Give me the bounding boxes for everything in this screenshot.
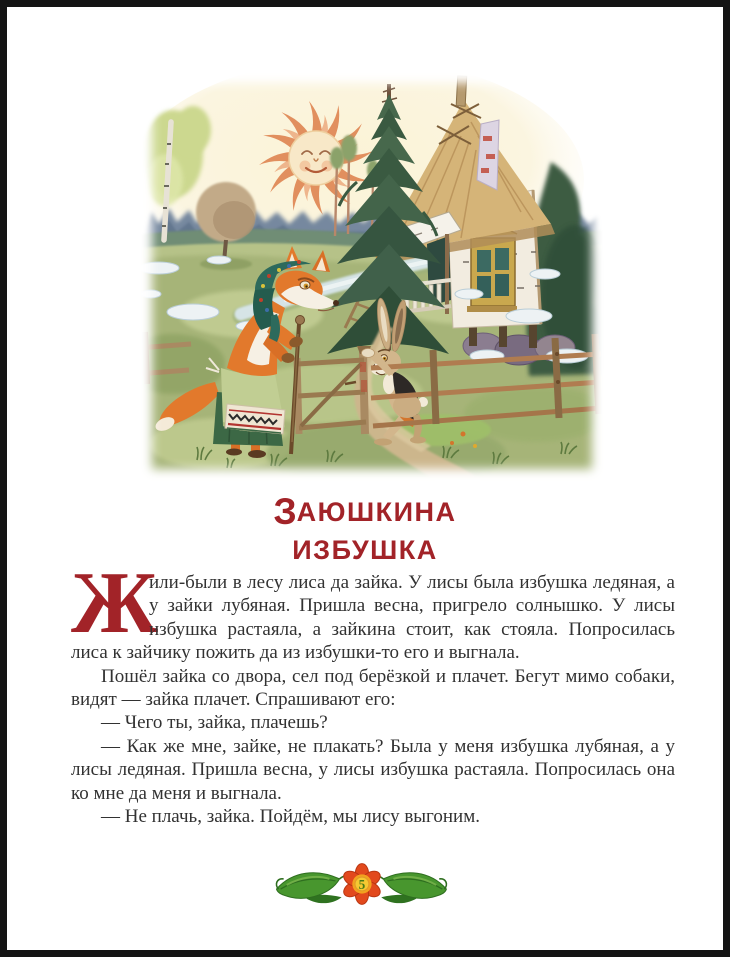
drop-cap: Ж bbox=[71, 555, 159, 652]
story-paragraph-5: — Не плачь, зайка. Пойдём, мы лису выгоним. bbox=[101, 806, 480, 828]
story-title-rest: АЮШКИНА bbox=[296, 497, 457, 527]
story-paragraph-4: — Как же мне, зайке, не плакать? Была у меня избушка лубяная, а у лисы ледяная. Пришла весна, у лисы избушка растаяла. Попросилась она ко мне да меня и выгнала. bbox=[71, 735, 675, 804]
story-paragraph-3: — Чего ты, зайка, плачешь? bbox=[101, 712, 328, 734]
story-title-initial: З bbox=[273, 491, 297, 532]
story-paragraph-1-text: или-были в лесу лиса да зайка. У лисы была избушка ледяная, а у зайки лубяная. Пришла весна, пригрело солнышко. У лисы избушка растаяла, а зайкина стоит, как стояла. Попросилась лиса к зайчику пожить да из избушки-то его и выгнала. bbox=[71, 572, 675, 664]
story-title-line2: ИЗБУШКА bbox=[292, 535, 438, 565]
story-title bbox=[7, 493, 723, 564]
story-paragraph-2: Пошёл зайка со двора, сел под берёзкой и плачет. Бегут мимо собаки, видят — зайка плачет. Спрашивают его: bbox=[71, 665, 675, 711]
story-illustration bbox=[131, 61, 613, 491]
ornament-flower bbox=[341, 864, 383, 905]
page-footer-ornament bbox=[272, 862, 450, 908]
ornament-leaf-left bbox=[276, 873, 351, 903]
story-text bbox=[71, 555, 675, 828]
story-paragraph-1 bbox=[71, 555, 675, 665]
ornament-leaf-right bbox=[371, 873, 446, 903]
story-title-line1 bbox=[273, 491, 457, 532]
page-number: 5 bbox=[358, 876, 366, 892]
book-page bbox=[7, 7, 723, 950]
